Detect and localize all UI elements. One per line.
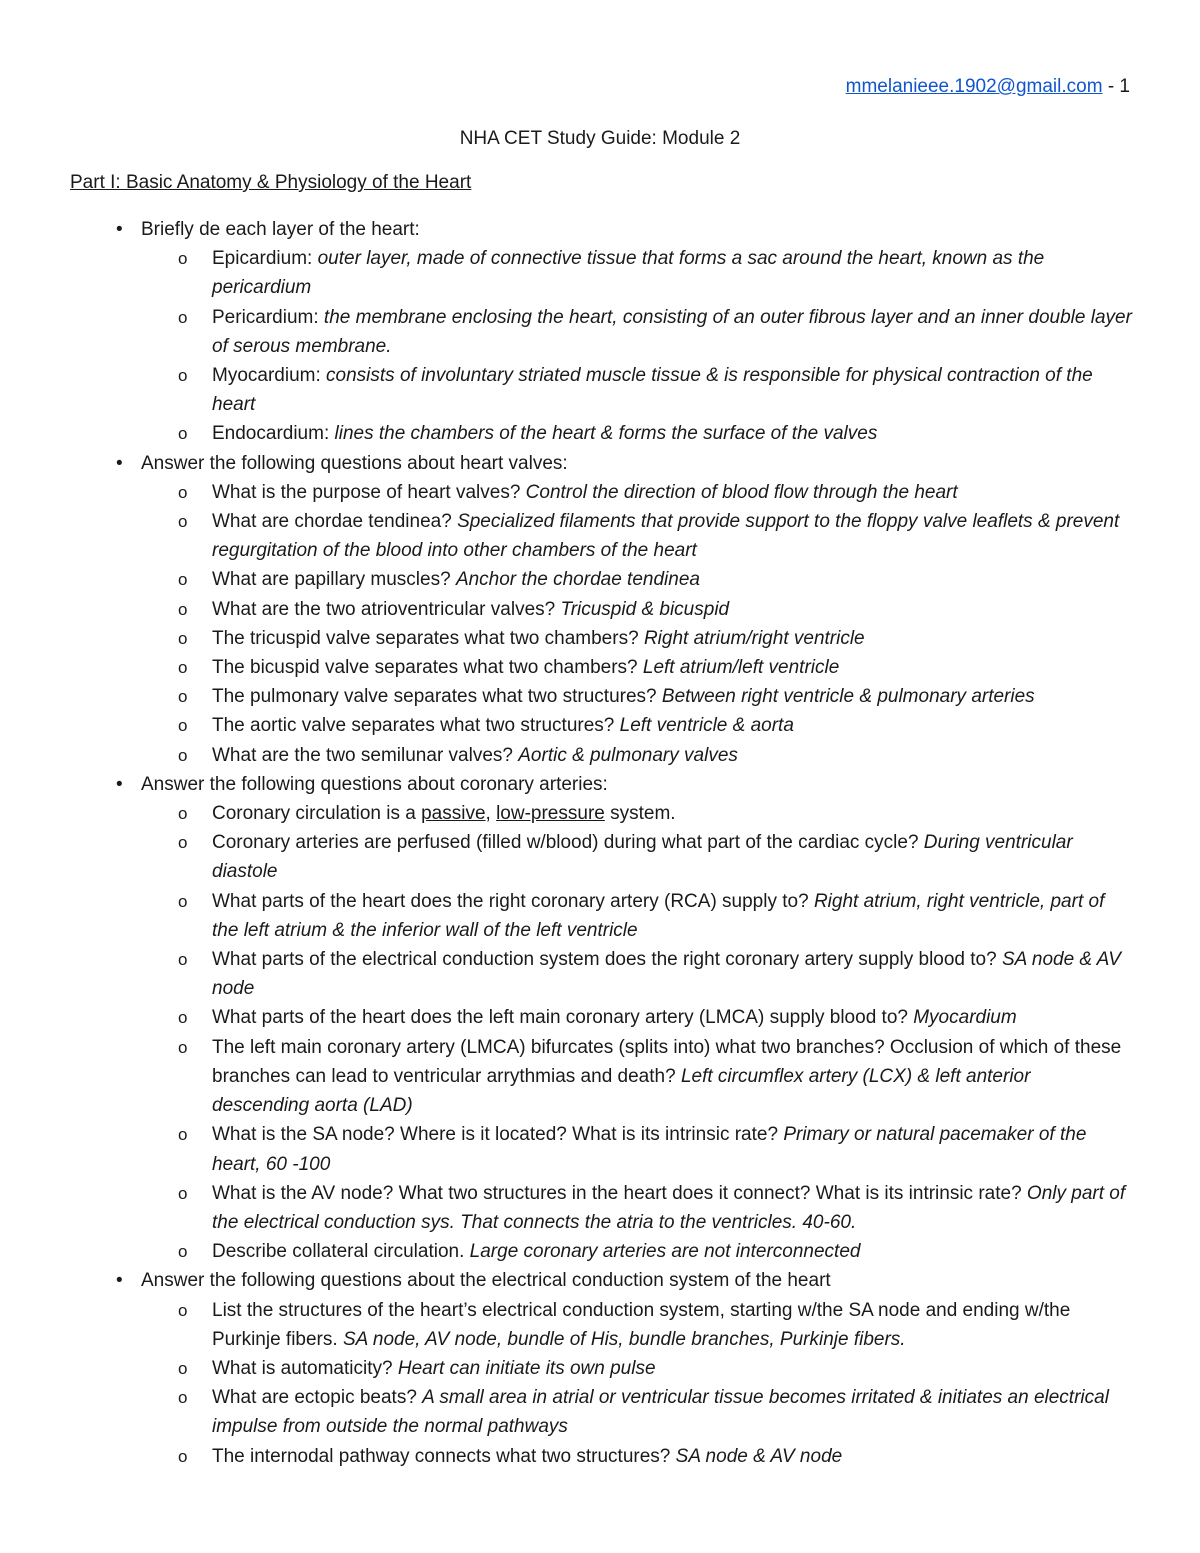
sub-item <box>0 1442 1132 1471</box>
sub-item <box>0 799 1132 828</box>
question-text: What is the AV node? What two structures in the heart does it connect? What is its intrinsic rate? <box>212 1182 1027 1204</box>
sub-item <box>0 711 1132 740</box>
question-text: Describe collateral circulation. <box>212 1241 470 1263</box>
question-text: The internodal pathway connects what two structures? <box>212 1445 676 1467</box>
sub-bullet-icon: o <box>178 687 188 707</box>
bullet-item-conduction <box>0 1266 1141 1295</box>
sub-bullet-icon: o <box>178 833 188 853</box>
answer-text: Tricuspid & bicuspid <box>560 598 730 620</box>
sub-bullet-icon: o <box>178 599 188 619</box>
sub-item <box>0 361 1132 419</box>
sub-bullet-icon: o <box>178 1037 188 1057</box>
answer-text: A small area in atrial or ventricular tissue becomes irritated & initiates an electrical impulse from outside the normal pathways <box>212 1387 1109 1438</box>
answer-text: Control the direction of blood flow through the heart <box>525 481 958 503</box>
question-text: Endocardium: <box>212 423 335 445</box>
bullet-heading: Briefly de each layer of the heart: <box>141 219 420 240</box>
sub-item <box>0 624 1132 653</box>
question-text: The bicuspid valve separates what two chambers? <box>212 657 643 679</box>
sub-bullet-icon: o <box>178 745 188 765</box>
question-text: The left main coronary artery (LMCA) bifurcates (splits into) what two branches? Occlusion of which of these branches can lead to ventricular arrythmias and death? <box>212 1036 1122 1087</box>
question-text: The pulmonary valve separates what two structures? <box>212 686 662 708</box>
answer-text: Right atrium/right ventricle <box>643 627 865 649</box>
question-text: What are papillary muscles? <box>212 569 456 591</box>
answer-text: Specialized filaments that provide support to the floppy valve leaflets & prevent regurgitation of the blood into other chambers of the heart <box>212 511 1120 562</box>
sub-bullet-icon: o <box>178 424 188 444</box>
answer-text: Primary or natural pacemaker of the heart, 60 -100 <box>212 1124 1087 1175</box>
question-text: What is the SA node? Where is it located? What is its intrinsic rate? <box>212 1124 784 1146</box>
bullet-item-coronary <box>0 770 1141 799</box>
sub-bullet-icon: o <box>178 628 188 648</box>
sub-bullet-icon: o <box>178 716 188 736</box>
bullet-icon: • <box>116 452 123 474</box>
question-text: What parts of the heart does the left main coronary artery (LMCA) supply blood to? <box>212 1007 914 1029</box>
sub-item <box>0 828 1132 886</box>
bullet-icon: • <box>116 1270 123 1292</box>
sub-item <box>0 507 1132 565</box>
question-text: What parts of the heart does the right coronary artery (RCA) supply to? <box>212 890 814 912</box>
answer-text: lines the chambers of the heart & forms the surface of the valves <box>334 423 878 445</box>
page-number: - 1 <box>1102 76 1130 97</box>
answer-text: Between right ventricle & pulmonary arteries <box>661 686 1035 708</box>
answer-text: Aortic & pulmonary valves <box>518 744 738 766</box>
sub-bullet-icon: o <box>178 307 188 327</box>
sub-item <box>0 419 1132 448</box>
question-text: Pericardium: <box>212 306 324 328</box>
sub-item <box>0 682 1132 711</box>
sub-bullet-icon: o <box>178 1183 188 1203</box>
sub-bullet-icon: o <box>178 482 188 502</box>
sub-item <box>0 1296 1132 1354</box>
question-text: The aortic valve separates what two structures? <box>212 715 620 737</box>
sub-item <box>0 595 1132 624</box>
sub-bullet-icon: o <box>178 804 188 824</box>
sub-bullet-icon: o <box>178 1300 188 1320</box>
bullet-heading: Answer the following questions about the electrical conduction system of the heart <box>141 1270 831 1292</box>
sub-item <box>0 1033 1132 1121</box>
question-text: List the structures of the heart’s electrical conduction system, starting w/the SA node and ending w/the Purkinje fibers. <box>212 1299 1071 1350</box>
section-heading: Part I: Basic Anatomy & Physiology of the Heart <box>70 172 472 193</box>
bullet-item-valves <box>0 449 1141 478</box>
sub-bullet-icon: o <box>178 512 188 532</box>
answer-text: Left circumflex artery (LCX) & left anterior descending aorta (LAD) <box>212 1065 1031 1117</box>
underlined-term: low-pressure <box>496 803 605 825</box>
sub-bullet-icon: o <box>178 1358 188 1378</box>
sub-bullet-icon: o <box>178 1008 188 1028</box>
sub-item <box>0 1120 1132 1178</box>
sub-item <box>0 653 1132 682</box>
answer-text: SA node & AV node <box>675 1445 843 1467</box>
sub-bullet-icon: o <box>178 1125 188 1145</box>
answer-text: consists of involuntary striated muscle tissue & is responsible for physical contraction of the heart <box>212 365 1093 416</box>
sub-item <box>0 303 1132 361</box>
answer-text: Myocardium <box>913 1007 1017 1029</box>
sub-item <box>0 741 1132 770</box>
document-title: NHA CET Study Guide: Module 2 <box>459 128 741 149</box>
bullet-heading: Answer the following questions about coronary arteries: <box>141 773 608 795</box>
bullet-icon: • <box>116 219 123 240</box>
answer-text: the membrane enclosing the heart, consisting of an outer fibrous layer and an inner double layer of serous membrane. <box>212 306 1132 357</box>
question-text: Epicardium: <box>212 248 318 270</box>
sub-item <box>0 1003 1132 1032</box>
question-text: What is the purpose of heart valves? <box>212 481 526 503</box>
answer-text: Heart can initiate its own pulse <box>397 1357 656 1379</box>
sub-bullet-icon: o <box>178 1388 188 1408</box>
sub-item <box>0 1383 1132 1441</box>
bullet-item-layers <box>0 215 1141 244</box>
sub-item <box>0 1354 1132 1383</box>
answer-text: Only part of the electrical conduction sys. That connects the atria to the ventricles. 40-60. <box>212 1182 1126 1233</box>
sub-item <box>0 887 1132 945</box>
question-text: What are ectopic beats? <box>212 1387 423 1409</box>
question-text: What are the two atrioventricular valves? <box>212 598 561 620</box>
sub-bullet-icon: o <box>178 366 188 386</box>
answer-text: SA node, AV node, bundle of His, bundle branches, Purkinje fibers. <box>342 1328 906 1350</box>
sub-item <box>0 1237 1132 1266</box>
sub-bullet-icon: o <box>178 1446 188 1466</box>
sub-bullet-icon: o <box>178 891 188 911</box>
answer-text: Left ventricle & aorta <box>619 715 794 737</box>
sub-item <box>0 945 1132 1003</box>
sub-item <box>0 1179 1132 1237</box>
underlined-term: passive <box>421 803 486 825</box>
question-text: system. <box>604 803 676 825</box>
bullet-icon: • <box>116 773 123 795</box>
question-text: The tricuspid valve separates what two chambers? <box>212 627 644 649</box>
email-link[interactable]: mmelanieee.1902@gmail.com <box>845 76 1103 97</box>
question-text: Myocardium: <box>212 365 327 387</box>
question-text: What are chordae tendinea? <box>212 511 458 533</box>
page-header <box>846 76 1130 98</box>
separator-text: , <box>485 803 497 825</box>
answer-text: Anchor the chordae tendinea <box>455 569 700 591</box>
answer-text: Left atrium/left ventricle <box>642 657 840 679</box>
study-guide-content <box>0 215 1200 1471</box>
sub-item <box>0 478 1132 507</box>
sub-item <box>0 244 1132 302</box>
bullet-heading: Answer the following questions about heart valves: <box>141 452 568 474</box>
answer-text: Right atrium, right ventricle, part of the left atrium & the inferior wall of the left ventricle <box>212 890 1105 941</box>
question-text: What parts of the electrical conduction system does the right coronary artery supply blood to? <box>212 949 1002 971</box>
question-text: Coronary circulation is a <box>212 803 422 825</box>
question-text: What are the two semilunar valves? <box>212 744 519 766</box>
sub-bullet-icon: o <box>178 570 188 590</box>
sub-bullet-icon: o <box>178 249 188 269</box>
answer-text: Large coronary arteries are not interconnected <box>469 1241 861 1263</box>
answer-text: SA node & AV node <box>212 949 1121 1000</box>
sub-item <box>0 565 1132 594</box>
question-text: What is automaticity? <box>212 1357 398 1379</box>
sub-bullet-icon: o <box>178 1242 188 1262</box>
sub-bullet-icon: o <box>178 658 188 678</box>
question-text: Coronary arteries are perfused (filled w/blood) during what part of the cardiac cycle? <box>212 832 924 854</box>
answer-text: outer layer, made of connective tissue that forms a sac around the heart, known as the pericardium <box>212 248 1045 299</box>
answer-text: During ventricular diastole <box>212 832 1073 883</box>
sub-bullet-icon: o <box>178 950 188 970</box>
